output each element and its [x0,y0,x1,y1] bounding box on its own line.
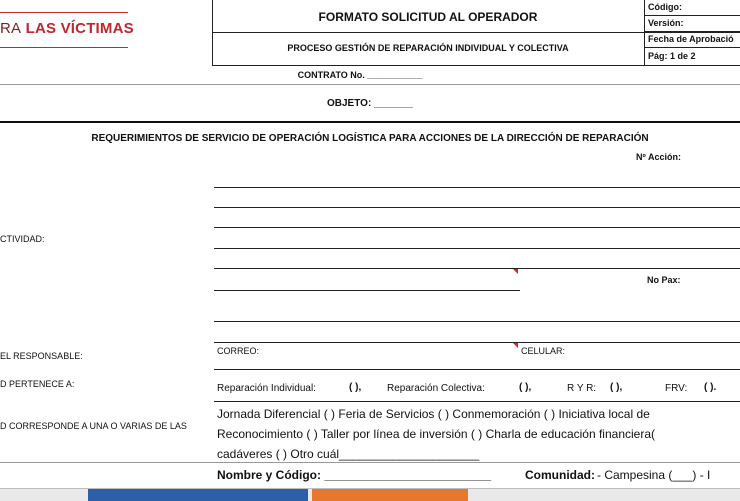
frv-label: FRV: [665,383,688,394]
comment-marker[interactable] [513,269,518,274]
actividad-line-5[interactable] [214,268,740,269]
actividad-line-2[interactable] [214,207,740,208]
meta-fecha: Fecha de Aprobació [648,34,734,44]
form-subtitle: PROCESO GESTIÓN DE REPARACIÓN INDIVIDUAL Y COLECTIVA [287,43,569,53]
categorias-line-2[interactable]: Reconocimiento ( ) Taller por línea de inversión ( ) Charla de educación financiera( [217,427,655,441]
rep-individual-label: Reparación Individual: [217,383,316,394]
meta-rule-3 [644,47,740,48]
contrato-field[interactable]: CONTRATO No. ___________ [297,70,423,80]
logo-prefix: RA [0,20,22,37]
objeto-field[interactable]: OBJETO: _______ [327,98,413,109]
logo-rule-top [0,12,128,13]
rep-colectiva-label: Reparación Colectiva: [387,383,485,394]
meta-version: Versión: [648,18,684,28]
corresponde-label: D CORRESPONDE A UNA O VARIAS DE LAS [0,421,187,431]
pertenece-label: D PERTENECE A: [0,379,75,389]
contrato-rule [0,84,740,85]
header-bottom-line [212,65,740,66]
responsable-bottom-rule [214,369,740,370]
header-divider-right [644,0,645,66]
actividad-line-3[interactable] [214,227,740,228]
logo-unidad-victimas [0,20,134,37]
meta-codigo: Código: [648,2,682,12]
form-title: FORMATO SOLICITUD AL OPERADOR [318,10,538,24]
categorias-line-1[interactable]: Jornada Diferencial ( ) Feria de Servicios ( ) Conmemoración ( ) Iniciativa local de [217,407,650,421]
celular-label: CELULAR: [521,346,566,356]
actividad-line-4[interactable] [214,248,740,249]
ryr-checkbox[interactable]: ( ), [610,382,623,393]
rep-colectiva-checkbox[interactable]: ( ), [519,382,532,393]
actividad-line-1[interactable] [214,187,740,188]
comment-marker-2[interactable] [513,343,518,348]
ryr-label: R Y R: [567,383,597,394]
responsable-top-rule [214,342,740,343]
taskbar-app-orange[interactable] [312,489,468,501]
categorias-line-3[interactable]: cadáveres ( ) Otro cuál_____________________ [217,447,480,461]
responsable-label: EL RESPONSABLE: [0,351,83,361]
meta-pagina: Pág: 1 de 2 [648,51,696,61]
logo-main-text: LAS VÍCTIMAS [25,20,134,37]
corresponde-bottom-rule [0,462,740,463]
rep-individual-checkbox[interactable]: ( ), [349,382,362,393]
section-title: REQUERIMIENTOS DE SERVICIO DE OPERACIÓN LOGÍSTICA PARA ACCIONES DE LA DIRECCIÓN DE REPARACIÓN [91,133,649,144]
actividad-label: CTIVIDAD: [0,234,45,244]
pax-line[interactable] [214,321,740,322]
pertenece-bottom-rule [214,401,740,402]
objeto-rule [0,121,740,123]
campesina-option[interactable]: - Campesina (___) - I [597,468,711,482]
logo-rule-bottom [0,47,128,48]
nombre-codigo-field[interactable]: Nombre y Código: _________________________ [217,468,492,482]
comunidad-label: Comunidad: [525,468,595,482]
taskbar [0,488,740,501]
header-mid-line [212,32,740,33]
n-accion-label: Nº Acción: [636,152,681,162]
no-pax-label: No Pax: [647,275,681,285]
frv-checkbox[interactable]: ( ). [704,382,717,393]
meta-rule-1 [644,15,740,16]
actividad-short-line[interactable] [214,290,520,291]
meta-rule-2 [644,31,740,32]
taskbar-app-blue[interactable] [88,489,308,501]
correo-label: CORREO: [217,346,260,356]
